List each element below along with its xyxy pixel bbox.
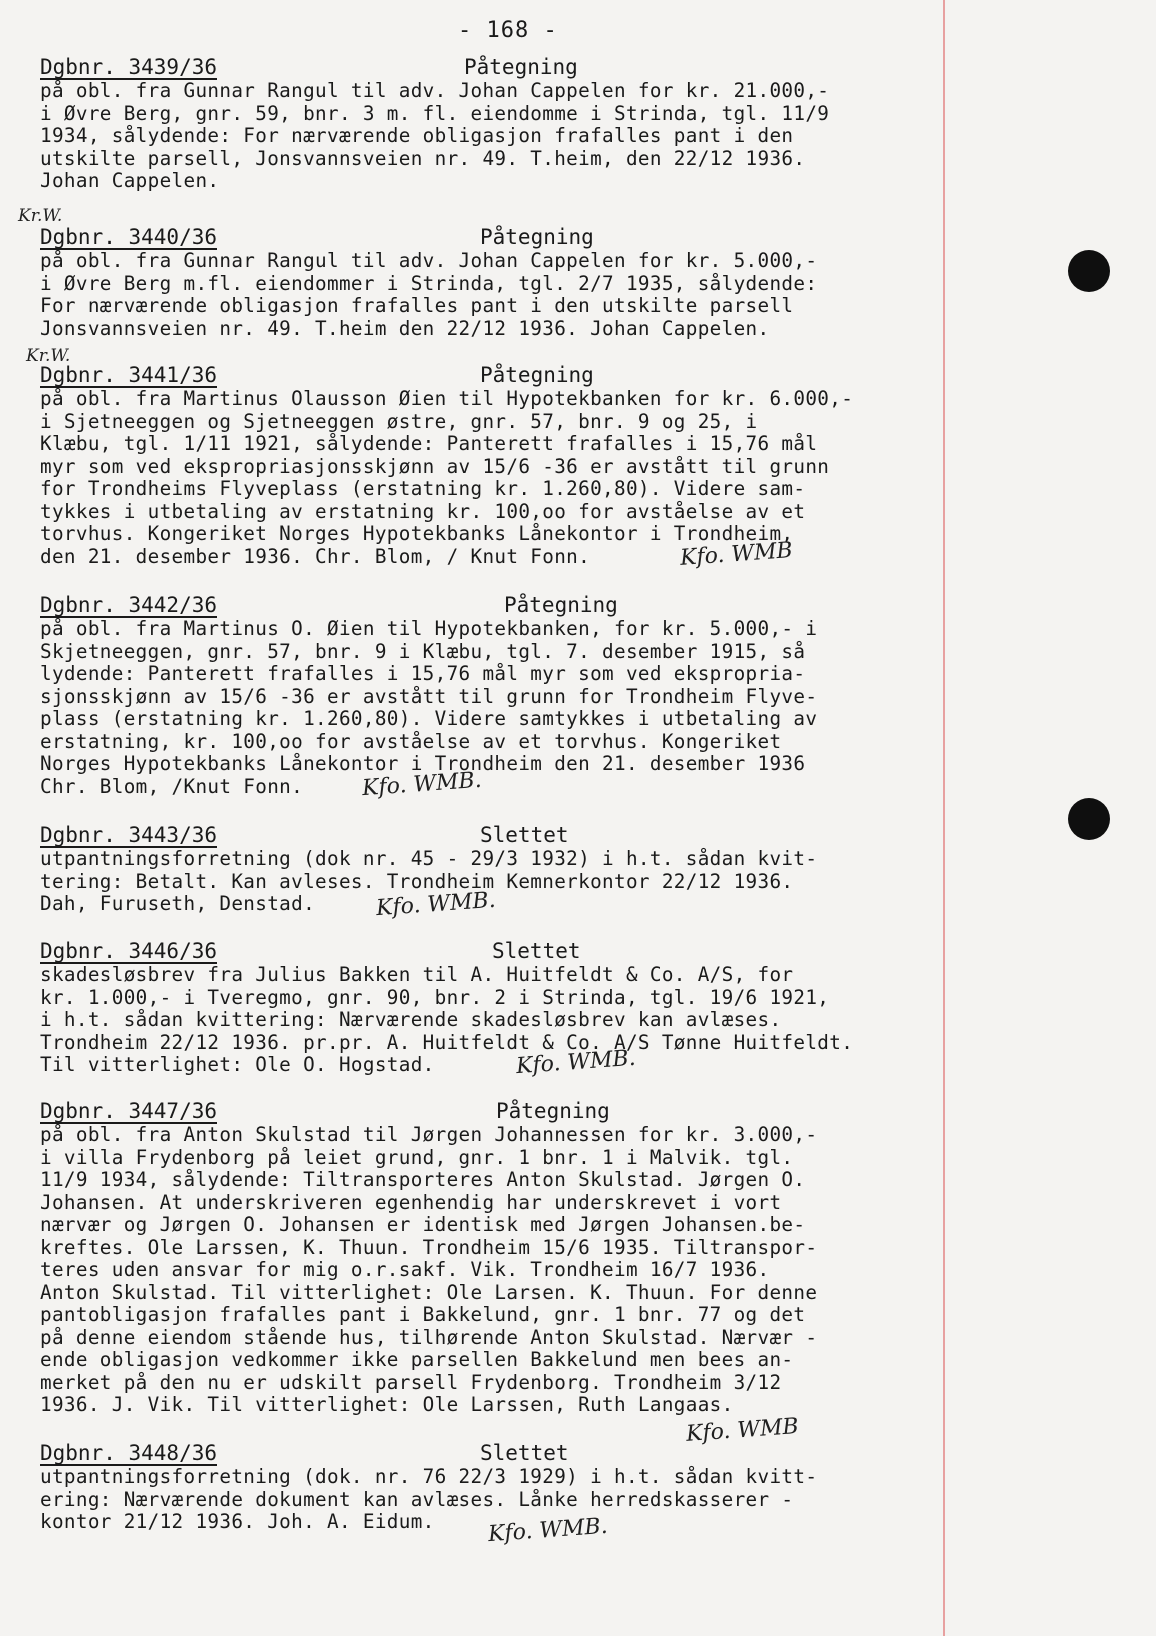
entry-type: Påtegning xyxy=(480,363,594,387)
entry-line: utskilte parsell, Jonsvannsveien nr. 49. T.heim, den 22/12 1936. xyxy=(40,146,806,170)
entry-line: Klæbu, tgl. 1/11 1921, sålydende: Panterett frafalles i 15,76 mål xyxy=(40,432,818,455)
handwritten-initials: Kfo. WMB xyxy=(679,538,794,571)
entry-line: Norges Hypotekbanks Lånekontor i Trondheim den 21. desember 1936 xyxy=(40,752,806,775)
register-entry xyxy=(40,823,960,922)
margin-note: Kr.W. xyxy=(26,346,71,366)
entry-line: 1934, sålydende: For nærværende obligasjon frafalles pant i den xyxy=(40,124,794,147)
entry-line: teres uden ansvar for mig o.r.sakf. Vik. Trondheim 16/7 1936. xyxy=(40,1258,770,1281)
entry-line: Johansen. At underskriveren egenhendig har underskrevet i vort xyxy=(40,1190,782,1214)
register-entry xyxy=(26,346,960,571)
margin-note: Kr.W. xyxy=(18,206,63,226)
entry-number: Dgbnr. 3439/36 xyxy=(40,55,218,79)
entry-line: utpantningsforretning (dok nr. 45 - 29/3 1932) i h.t. sådan kvit- xyxy=(40,847,818,870)
entry-number: Dgbnr. 3446/36 xyxy=(40,939,218,963)
entry-line: Chr. Blom, /Knut Fonn. xyxy=(40,774,304,798)
entry-type: Slettet xyxy=(480,1441,569,1465)
entry-line: Anton Skulstad. Til vitterlighet: Ole Larsen. K. Thuun. For denne xyxy=(40,1280,818,1304)
register-entry xyxy=(40,939,960,1080)
entry-number: Dgbnr. 3443/36 xyxy=(40,823,218,847)
entry-line: lydende: Panterett frafalles i 15,76 mål myr som ved ekspropria- xyxy=(40,662,806,685)
entry-line: i h.t. sådan kvittering: Nærværende skadesløsbrev kan avlæses. xyxy=(40,1008,782,1031)
entry-line: tering: Betalt. Kan avleses. Trondheim Kemnerkontor 22/12 1936. xyxy=(40,869,794,893)
entry-type: Slettet xyxy=(480,823,569,847)
entry-line: sjonsskjønn av 15/6 -36 er avstått til grunn for Trondheim Flyve- xyxy=(40,684,818,708)
entry-line: For nærværende obligasjon frafalles pant i den utskilte parsell xyxy=(40,294,794,317)
entry-line: torvhus. Kongeriket Norges Hypotekbanks Lånekontor i Trondheim, xyxy=(40,522,794,545)
entry-line: erstatning, kr. 100,oo for avståelse av et torvhus. Kongeriket xyxy=(40,729,782,753)
entry-line: ering: Nærværende dokument kan avlæses. Lånke herredskasserer - xyxy=(40,1487,794,1511)
entry-line: i villa Frydenborg på leiet grund, gnr. 1 bnr. 1 i Malvik. tgl. xyxy=(40,1145,794,1169)
entry-line: Skjetneeggen, gnr. 57, bnr. 9 i Klæbu, tgl. 7. desember 1915, så xyxy=(40,639,806,663)
entry-number: Dgbnr. 3448/36 xyxy=(40,1441,218,1465)
entry-line: merket på den nu er udskilt parsell Frydenborg. Trondheim 3/12 xyxy=(40,1370,782,1394)
entry-line: på obl. fra Gunnar Rangul til adv. Johan Cappelen for kr. 5.000,- xyxy=(40,249,818,272)
entry-line: utpantningsforretning (dok. nr. 76 22/3 1929) i h.t. sådan kvitt- xyxy=(40,1465,818,1488)
punch-hole xyxy=(1068,250,1110,292)
entry-line: myr som ved ekspropriasjonsskjønn av 15/6 -36 er avstått til grunn xyxy=(40,454,830,478)
entry-line: Johan Cappelen. xyxy=(40,169,220,192)
entry-line: i Øvre Berg, gnr. 59, bnr. 3 m. fl. eiendomme i Strinda, tgl. 11/9 xyxy=(40,101,830,125)
entry-line: kr. 1.000,- i Tveregmo, gnr. 90, bnr. 2 i Strinda, tgl. 19/6 1921, xyxy=(40,985,830,1009)
entry-number: Dgbnr. 3441/36 xyxy=(40,363,218,387)
entry-line: ende obligasjon vedkommer ikke parsellen Bakkelund men bees an- xyxy=(40,1348,794,1371)
entry-line: nærvær og Jørgen O. Johansen er identisk med Jørgen Johansen.be- xyxy=(40,1213,806,1236)
entry-line: Til vitterlighet: Ole O. Hogstad. xyxy=(40,1053,435,1076)
entry-line: Trondheim 22/12 1936. pr.pr. A. Huitfeldt & Co. A/S Tønne Huitfeldt. xyxy=(40,1030,854,1054)
entry-line: i Sjetneeggen og Sjetneeggen østre, gnr. 57, bnr. 9 og 25, i xyxy=(40,409,758,433)
entry-line: på obl. fra Gunnar Rangul til adv. Johan Cappelen for kr. 21.000,- xyxy=(40,79,830,102)
handwritten-initials: Kfo. WMB. xyxy=(361,767,483,802)
entry-line: kontor 21/12 1936. Joh. A. Eidum. xyxy=(40,1510,435,1533)
entry-number: Dgbnr. 3442/36 xyxy=(40,593,218,617)
entry-line: 1936. J. Vik. Til vitterlighet: Ole Larssen, Ruth Langaas. xyxy=(40,1393,734,1416)
register-entry xyxy=(40,1441,960,1548)
entry-line: på obl. fra Martinus O. Øien til Hypotekbanken, for kr. 5.000,- i xyxy=(40,617,818,640)
entry-line: tykkes i utbetaling av erstatning kr. 100,oo for avståelse av et xyxy=(40,499,806,523)
entry-type: Påtegning xyxy=(504,593,618,617)
register-entry xyxy=(40,593,960,802)
entry-line: for Trondheims Flyveplass (erstatning kr. 1.260,80). Videre sam- xyxy=(40,477,806,500)
register-entry xyxy=(18,206,960,340)
handwritten-initials: Kfo. WMB. xyxy=(515,1045,637,1080)
entry-line: på obl. fra Anton Skulstad til Jørgen Johannessen for kr. 3.000,- xyxy=(40,1123,818,1146)
entry-line: den 21. desember 1936. Chr. Blom, / Knut Fonn. xyxy=(40,544,591,568)
handwritten-initials: Kfo. WMB xyxy=(685,1414,800,1447)
entry-type: Påtegning xyxy=(464,55,578,79)
entry-line: plass (erstatning kr. 1.260,80). Videre samtykkes i utbetaling av xyxy=(40,707,818,730)
punch-hole xyxy=(1068,798,1110,840)
entry-number: Dgbnr. 3440/36 xyxy=(40,225,218,249)
entry-line: pantobligasjon frafalles pant i Bakkelund, gnr. 1 bnr. 77 og det xyxy=(40,1303,806,1326)
entry-type: Slettet xyxy=(492,939,581,963)
entry-type: Påtegning xyxy=(480,225,594,249)
page-number: - 168 - xyxy=(458,18,558,43)
entry-line: skadesløsbrev fra Julius Bakken til A. Huitfeldt & Co. A/S, for xyxy=(40,963,794,986)
handwritten-initials: Kfo. WMB. xyxy=(375,887,497,922)
entry-type: Påtegning xyxy=(496,1099,610,1123)
entry-line: 11/9 1934, sålydende: Tiltransporteres Anton Skulstad. Jørgen O. xyxy=(40,1168,806,1191)
entry-line: Dah, Furuseth, Denstad. xyxy=(40,892,316,915)
entry-number: Dgbnr. 3447/36 xyxy=(40,1099,218,1123)
register-entry xyxy=(40,56,960,193)
entry-line: kreftes. Ole Larssen, K. Thuun. Trondheim 15/6 1935. Tiltranspor- xyxy=(40,1235,818,1259)
register-entry xyxy=(40,1099,960,1447)
entry-line: på denne eiendom stående hus, tilhørende Anton Skulstad. Nærvær - xyxy=(40,1325,818,1349)
entry-line: Jonsvannsveien nr. 49. T.heim den 22/12 1936. Johan Cappelen. xyxy=(40,316,770,340)
entry-line: på obl. fra Martinus Olausson Øien til Hypotekbanken for kr. 6.000,- xyxy=(40,387,854,410)
entry-line: i Øvre Berg m.fl. eiendommer i Strinda, tgl. 2/7 1935, sålydende: xyxy=(40,271,818,295)
handwritten-initials: Kfo. WMB. xyxy=(487,1513,609,1548)
